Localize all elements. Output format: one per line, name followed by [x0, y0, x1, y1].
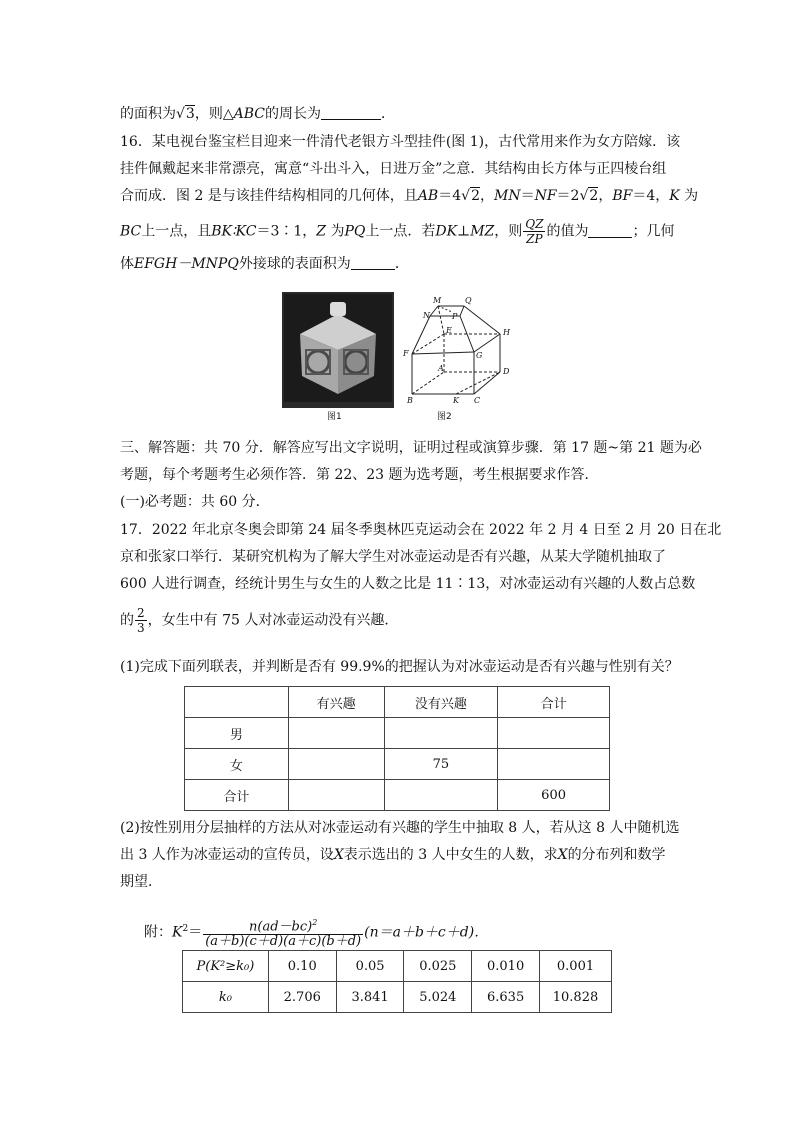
table-cell: 0.10	[268, 951, 336, 982]
q16-line-4	[120, 217, 674, 246]
text: 的分布列和数学	[567, 847, 666, 863]
superscript: 2	[312, 918, 318, 927]
numerator	[203, 916, 363, 935]
var: BC	[120, 223, 142, 240]
var: EFGH－MNPQ	[134, 256, 239, 272]
figure-1-caption: 图1	[327, 412, 342, 422]
table-cell	[288, 718, 384, 749]
text: 为	[684, 188, 699, 204]
q15-tail-line: 的面积为√3，则△ABC的周长为 ．	[120, 106, 395, 122]
var: K	[172, 924, 183, 941]
triangle-name: ABC	[233, 106, 265, 122]
table-header-row	[185, 687, 610, 718]
figure-1-pendant-photo	[282, 292, 394, 408]
table-cell	[498, 718, 610, 749]
text: ，则	[494, 223, 523, 240]
table-cell: 10.828	[540, 982, 612, 1013]
k0-critical-value-table	[182, 950, 612, 1013]
section3-line-3: (一)必考题：共 60 分．	[120, 494, 270, 510]
denominator: (a＋b)(c＋d)(a＋c)(b＋d)	[205, 934, 362, 950]
k2-fraction	[203, 916, 363, 949]
var: X	[557, 847, 568, 863]
table-cell	[384, 718, 498, 749]
var: X	[333, 847, 344, 863]
figure-2-geometry	[400, 292, 520, 410]
text: 的值为	[546, 223, 589, 240]
table-cell	[288, 749, 384, 780]
q17-part2-line-3: 期望．	[120, 874, 162, 890]
text: 的	[120, 612, 134, 629]
label-m: M	[433, 296, 442, 305]
q17-part2-line-1: (2)按性别用分层抽样的方法从对冰壶运动有兴趣的学生中抽取 8 人，若从这 8 人中随机选	[120, 820, 680, 836]
label-d: D	[503, 367, 510, 376]
text: 的面积为	[120, 106, 176, 122]
sqrt-value: 2	[471, 188, 480, 204]
label-b: B	[407, 396, 413, 405]
answer-blank[interactable]	[321, 105, 381, 120]
answer-blank[interactable]	[588, 223, 632, 238]
table-cell: 5.024	[404, 982, 472, 1013]
contingency-table	[184, 686, 610, 811]
text: 表示选出的 3 人中女生的人数，求	[343, 847, 558, 863]
text: 附：	[144, 924, 172, 941]
q16-line-2: 挂件佩戴起来非常漂亮，寓意“斗出斗入，日进万金”之意．其结构由长方体与正四棱台组	[120, 161, 667, 177]
numerator: QZ	[525, 217, 544, 231]
text: ＝	[188, 924, 203, 941]
label-k: K	[453, 396, 459, 405]
text: 合而成．图 2 是与该挂件结构相同的几何体，且	[120, 188, 418, 204]
table-row	[185, 780, 610, 811]
numerator-text: n(ad－bc)	[249, 919, 313, 935]
superscript: 2	[182, 924, 189, 935]
text: ．	[394, 256, 409, 272]
text: ＝4	[438, 188, 462, 204]
text: ；几何	[632, 223, 675, 240]
text: ＝	[520, 188, 535, 204]
denominator: ZP	[526, 232, 543, 246]
var: K	[669, 188, 680, 204]
section3-line-2: 考题，每个考题考生必须作答．第 22、23 题为选考题，考生根据要求作答．	[120, 467, 599, 483]
q17-line-4	[120, 606, 398, 635]
table-row	[185, 718, 610, 749]
q17-part2-line-2	[120, 845, 666, 865]
text: 体	[120, 256, 134, 272]
table-cell: 600	[498, 780, 610, 811]
text: 上一点．若	[365, 223, 436, 240]
text: 外接球的表面积为	[238, 256, 351, 272]
table-cell: k₀	[183, 982, 269, 1013]
table-cell: 2.706	[268, 982, 336, 1013]
numerator: 2	[137, 606, 145, 620]
label-n: N	[423, 311, 430, 320]
text: 出 3 人作为冰壶运动的宣传员，设	[120, 847, 334, 863]
table-cell: 75	[384, 749, 498, 780]
text: ．	[381, 106, 395, 122]
q16-line-1: 16．某电视台鉴宝栏目迎来一件清代老银方斗型挂件(图 1)，古代常用来作为女方陪嫁．该	[120, 134, 681, 150]
text: (n＝a＋b＋c＋d)．	[364, 924, 489, 941]
sqrt-value: 2	[589, 188, 599, 204]
table-cell: 没有兴趣	[384, 687, 498, 718]
q17-line-3: 600 人进行调查，经统计男生与女生的人数之比是 11∶13，对冰壶运动有兴趣的人数占总数	[120, 576, 696, 592]
fraction-two-thirds	[135, 606, 147, 635]
q17-line-2: 京和张家口举行．某研究机构为了解大学生对冰壶运动是否有兴趣，从某大学随机抽取了	[120, 549, 666, 565]
table-cell: 0.010	[472, 951, 540, 982]
table-cell: 有兴趣	[288, 687, 384, 718]
var: PQ	[344, 223, 366, 240]
table-cell: 合计	[498, 687, 610, 718]
table-cell: 男	[185, 718, 289, 749]
table-cell: 0.001	[540, 951, 612, 982]
table-cell	[498, 749, 610, 780]
text: ＝3∶1，	[256, 223, 317, 240]
text: 上一点，且	[141, 223, 212, 240]
label-q: Q	[465, 296, 472, 305]
var: BF	[612, 188, 633, 204]
var: MN	[493, 188, 521, 204]
var: DK⊥MZ	[435, 223, 495, 240]
q16-line-3: 合而成．图 2 是与该挂件结构相同的几何体，且AB＝4√2，MN＝NF＝2√2，BF＝4，K 为	[120, 188, 699, 204]
text: 的周长为	[265, 106, 321, 122]
var: Z	[316, 223, 327, 240]
table-cell	[288, 780, 384, 811]
var: BK∶KC	[211, 223, 257, 240]
answer-blank[interactable]	[351, 255, 395, 270]
q17-part1: (1)完成下面列联表，并判断是否有 99.9%的把握认为对冰壶运动是否有兴趣与性别有关？	[120, 659, 679, 675]
table-cell: 0.05	[336, 951, 404, 982]
var: NF	[534, 188, 557, 204]
text: ＝2	[556, 188, 580, 204]
table-cell	[185, 687, 289, 718]
fraction-qz-zp	[523, 217, 545, 246]
text: ＝4，	[632, 188, 670, 204]
figure-2-caption: 图2	[437, 412, 452, 422]
table-cell: 合计	[185, 780, 289, 811]
table-cell: 女	[185, 749, 289, 780]
table-cell: 0.025	[404, 951, 472, 982]
k2-formula	[144, 916, 488, 949]
table-row	[183, 951, 612, 982]
label-p: P	[452, 312, 458, 321]
denominator: 3	[137, 621, 145, 635]
text: ，女生中有 75 人对冰壶运动没有兴趣．	[147, 612, 399, 629]
label-g: G	[476, 351, 483, 360]
table-row	[185, 749, 610, 780]
text: ，则△	[194, 106, 234, 122]
table-cell: P(K²≥k₀)	[183, 951, 269, 982]
table-cell: 3.841	[336, 982, 404, 1013]
text: 为	[330, 223, 345, 240]
q16-line-5	[120, 254, 409, 274]
sqrt-value: 3	[185, 106, 195, 122]
section3-line-1: 三、解答题：共 70 分．解答应写出文字说明，证明过程或演算步骤．第 17 题~第 21 题为必	[120, 440, 702, 456]
table-cell: 6.635	[472, 982, 540, 1013]
label-c: C	[474, 396, 481, 405]
label-e: E	[446, 326, 452, 335]
label-a: A	[438, 364, 444, 373]
table-row	[183, 982, 612, 1013]
var: AB	[417, 188, 439, 204]
table-cell	[384, 780, 498, 811]
label-f: F	[403, 349, 409, 358]
label-h: H	[503, 328, 510, 337]
q17-line-1: 17．2022 年北京冬奥会即第 24 届冬季奥林匹克运动会在 2022 年 2 月 4 日至 2 月 20 日在北	[120, 522, 722, 538]
